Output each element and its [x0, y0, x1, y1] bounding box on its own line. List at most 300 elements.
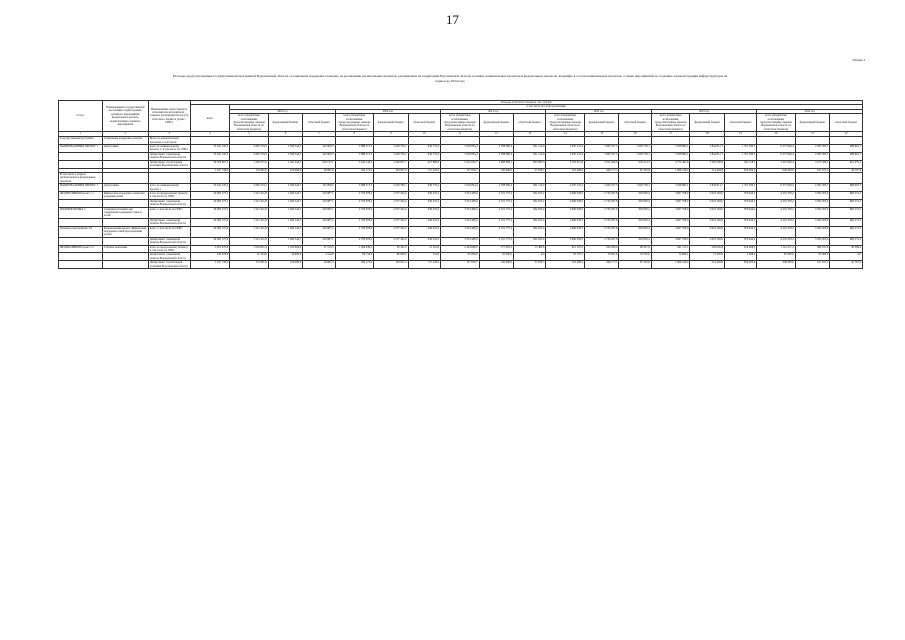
- row-executor: Департамент социальной защиты Воронежской области: [148, 253, 190, 261]
- row-value: 2 144,0: [303, 253, 335, 261]
- header-federal-2: федеральный бюджет: [479, 114, 513, 132]
- table-label: Таблица 4: [852, 58, 865, 62]
- row-value: 145 908,5: [303, 184, 335, 192]
- table-row: [59, 218, 863, 226]
- row-value: [724, 172, 756, 183]
- row-value: 1 521 431,8: [230, 207, 269, 218]
- row-value: [585, 137, 619, 145]
- row-value: 177 205,2: [479, 245, 513, 253]
- row-value: [230, 172, 269, 183]
- row-value: 1 521 431,8: [230, 191, 269, 199]
- row-value: 4 232 478,2: [757, 237, 796, 245]
- row-value: 1 404 544,7: [268, 226, 302, 237]
- row-value: 3 666 038,2: [546, 199, 585, 207]
- column-index-4: 4: [190, 132, 230, 137]
- row-value: 0,0: [830, 253, 863, 261]
- row-value: 29 065 727,4: [190, 199, 230, 207]
- row-value: 979 644,2: [724, 191, 756, 199]
- row-value: 137 030,7: [440, 168, 479, 172]
- column-index-9: 9: [374, 132, 408, 137]
- table-row: [59, 261, 863, 269]
- row-value: 42 144,0: [230, 253, 269, 261]
- row-value: 3 666 038,2: [546, 207, 585, 218]
- header-year-1: 2020 год: [335, 109, 440, 113]
- row-value: 3 395 203,9: [795, 237, 829, 245]
- row-value: 734,9: [408, 253, 440, 261]
- row-program-name: Демография: [102, 184, 148, 192]
- column-index-15: 15: [585, 132, 619, 137]
- row-program-name: [102, 199, 148, 207]
- column-index-18: 18: [690, 132, 724, 137]
- table-row: [59, 184, 863, 192]
- row-value: 988 663,7: [830, 145, 863, 153]
- row-value: [440, 137, 479, 145]
- row-value: [585, 172, 619, 183]
- row-program-name: Совершенствование мер социальной поддержки семьи и детей: [102, 207, 148, 218]
- expenses-table-container: [58, 100, 863, 269]
- row-value: [268, 172, 302, 183]
- row-value: 3 666 038,2: [546, 237, 585, 245]
- table-row: [59, 207, 863, 218]
- row-value: [268, 137, 302, 145]
- row-value: 3 330 226,9: [690, 160, 724, 168]
- column-index-22: 22: [830, 132, 863, 137]
- column-index-20: 20: [757, 132, 796, 137]
- row-value: 4 232 478,2: [757, 207, 796, 218]
- column-index-13: 13: [514, 132, 546, 137]
- row-value: [190, 137, 230, 145]
- column-index-19: 19: [724, 132, 756, 137]
- row-value: 87 543,8: [619, 168, 651, 172]
- header-incl-by-years: в том числе по годам реализации: [230, 105, 863, 109]
- row-value: 2 346 837,7: [374, 160, 408, 168]
- row-value: 1 164 800,0: [268, 245, 302, 253]
- row-value: 80 000,0: [374, 253, 408, 261]
- row-value: 4 385 385,7: [795, 152, 829, 160]
- header-federal-3: федеральный бюджет: [585, 114, 619, 132]
- header-total: всего: [190, 105, 230, 132]
- row-value: 100 000,0: [268, 168, 302, 172]
- row-value: 3 395 203,9: [795, 199, 829, 207]
- column-index-11: 11: [440, 132, 479, 137]
- row-executor: всего, в том числе по ГРБС:: [148, 207, 190, 218]
- row-value: 2 569 344,7: [268, 184, 302, 192]
- row-value: 2 665 253,2: [230, 145, 269, 153]
- header-subtotal-3: всего (бюджетные ассигнования, предусмотренные законом Воронежской области об областном бюджете): [546, 114, 585, 132]
- row-value: 30 503 607,3: [190, 160, 230, 168]
- row-value: 841 114,0: [514, 152, 546, 160]
- row-value: 3 844 811,7: [690, 184, 724, 192]
- row-value: 29 065 727,4: [190, 226, 230, 237]
- row-value: 2 793 878,4: [335, 207, 374, 218]
- row-program-name: [102, 261, 148, 269]
- row-value: 95 341,9: [374, 245, 408, 253]
- row-value: 3 549 094,4: [440, 145, 479, 153]
- row-value: 514 484,8: [690, 168, 724, 172]
- row-value: 4 697 768,0: [651, 207, 690, 218]
- row-value: 95 000,0: [479, 253, 513, 261]
- row-value: 2 665 253,2: [230, 152, 269, 160]
- row-value: [546, 137, 585, 145]
- header-regional-4: областной бюджет: [724, 114, 756, 132]
- row-value: 979 644,2: [724, 199, 756, 207]
- row-value: 948 285,0: [757, 261, 796, 269]
- row-value: 2 736 207,8: [585, 237, 619, 245]
- row-value: 26 681,6: [303, 168, 335, 172]
- row-program-name: [102, 172, 148, 183]
- row-value: 157 226,0: [408, 261, 440, 269]
- row-value: 3 437 738,0: [190, 261, 230, 269]
- row-value: 2 450 785,1: [374, 184, 408, 192]
- row-value: 822 633,2: [514, 191, 546, 199]
- row-value: 436 435,2: [408, 218, 440, 226]
- row-value: 1 003 821,4: [230, 245, 269, 253]
- row-executor: Департамент строительной политики Воронежской области: [148, 261, 190, 269]
- row-value: 436 435,2: [408, 237, 440, 245]
- header-year-3: 2022 год: [546, 109, 651, 113]
- row-value: 988 663,7: [830, 152, 863, 160]
- row-value: 4 697 768,0: [651, 199, 690, 207]
- row-value: 4 697 768,0: [651, 218, 690, 226]
- row-status: [59, 218, 103, 226]
- row-value: 87 543,8: [619, 261, 651, 269]
- row-executor: [148, 172, 190, 183]
- header-year-0: 2019 год: [230, 109, 335, 113]
- row-value: [479, 172, 513, 183]
- row-value: [690, 137, 724, 145]
- row-program-name: [102, 218, 148, 226]
- expenses-table: [58, 100, 863, 269]
- row-value: 446 177,7: [585, 168, 619, 172]
- row-value: 2 608 998,1: [479, 160, 513, 168]
- row-value: 3 473 586,5: [795, 160, 829, 168]
- table-row: [59, 199, 863, 207]
- row-value: 814 488,3: [724, 245, 756, 253]
- row-value: 941 115,1: [651, 245, 690, 253]
- row-value: 1 866 419,2: [651, 168, 690, 172]
- row-value: 960 274,3: [830, 218, 863, 226]
- row-value: 3 260 477,3: [585, 184, 619, 192]
- table-row: [59, 237, 863, 245]
- row-value: 29 065 727,4: [190, 218, 230, 226]
- row-value: 2 357 443,2: [374, 226, 408, 237]
- row-value: 6 373 949,4: [757, 145, 796, 153]
- row-value: 416 887,1: [303, 199, 335, 207]
- row-value: 2 736 207,8: [585, 199, 619, 207]
- header-subtotal-4: всего (бюджетные ассигнования, предусмотренные законом Воронежской области об областном бюджете): [651, 114, 690, 132]
- row-value: 523 400,0: [546, 168, 585, 172]
- row-value: 803 065,3: [514, 160, 546, 168]
- table-row: [59, 145, 863, 153]
- row-value: 27 123,5: [303, 245, 335, 253]
- row-value: 2 569 344,7: [268, 152, 302, 160]
- row-value: 85 000,0: [757, 253, 796, 261]
- row-value: 850 362,4: [724, 261, 756, 269]
- row-value: 929 830,4: [619, 199, 651, 207]
- row-value: 2 793 878,4: [335, 191, 374, 199]
- row-program-name: Финансовая поддержка семей при рождении детей: [102, 191, 148, 199]
- row-value: 95 000,0: [440, 253, 479, 261]
- row-value: 5 638 883,1: [651, 152, 690, 160]
- row-value: [651, 172, 690, 183]
- row-value: 100 000,0: [479, 168, 513, 172]
- row-value: 416 887,1: [303, 218, 335, 226]
- row-value: 3 354 408,4: [440, 218, 479, 226]
- row-executor: Департамент социальной защиты Воронежской области: [148, 152, 190, 160]
- row-value: 1 026 758,1: [619, 152, 651, 160]
- row-value: 1 026 758,1: [619, 145, 651, 153]
- row-value: 1 583 471,6: [230, 160, 269, 168]
- row-executor: Департамент социальной защиты Воронежской области: [148, 199, 190, 207]
- row-value: 3 354 408,4: [440, 226, 479, 237]
- row-value: 416 887,1: [303, 237, 335, 245]
- row-value: 2 708 980,4: [479, 145, 513, 153]
- row-value: [724, 137, 756, 145]
- row-value: 103 947,4: [374, 168, 408, 172]
- row-value: 2 531 775,2: [479, 237, 513, 245]
- row-value: 3 395 203,9: [795, 207, 829, 218]
- row-value: 514 484,8: [690, 261, 724, 269]
- row-value: 3 354 408,4: [440, 191, 479, 199]
- row-value: 822 633,2: [514, 237, 546, 245]
- header-year-2: 2021 год: [440, 109, 545, 113]
- row-value: 436 435,2: [408, 207, 440, 218]
- row-value: 2 793 878,4: [335, 237, 374, 245]
- row-value: 1 404 544,7: [268, 207, 302, 218]
- row-value: 103 947,4: [374, 261, 408, 269]
- row-value: 911 817,2: [795, 168, 829, 172]
- row-value: 979 644,2: [724, 226, 756, 237]
- row-value: [408, 137, 440, 145]
- row-value: [757, 172, 796, 183]
- row-value: 1 521 431,8: [230, 199, 269, 207]
- row-value: 3 549 094,4: [440, 184, 479, 192]
- row-value: 2 531 775,2: [479, 218, 513, 226]
- row-value: 2 736 207,8: [585, 207, 619, 218]
- row-executor: всего, в том числе по ГРБС:: [148, 226, 190, 237]
- row-value: 1 521 431,8: [230, 218, 269, 226]
- table-row: [59, 152, 863, 160]
- row-value: 822 633,2: [514, 199, 546, 207]
- row-value: 72 329,9: [690, 253, 724, 261]
- header-year-5: 2024 год: [757, 109, 863, 113]
- row-value: 100 000,0: [268, 261, 302, 269]
- row-value: 822 633,2: [514, 218, 546, 226]
- row-executor: всего по федеральному проекту, в том числе по ГРБС:: [148, 245, 190, 253]
- row-executor: всего по национальному проекту 1, в том числе по ГРБС:: [149, 145, 189, 152]
- row-value: [690, 172, 724, 183]
- row-value: 1 404 544,7: [268, 191, 302, 199]
- row-value: 2 793 878,4: [335, 199, 374, 207]
- column-index-7: 7: [303, 132, 335, 137]
- row-value: [335, 172, 374, 183]
- row-value: 418 127,1: [303, 160, 335, 168]
- row-value: 1 791 590,5: [724, 152, 756, 160]
- row-value: 33 941 345,2: [190, 152, 230, 160]
- row-value: 15 480,8: [514, 245, 546, 253]
- row-value: 434 878,8: [190, 253, 230, 261]
- row-value: 4 697 768,0: [651, 226, 690, 237]
- row-value: [335, 137, 374, 145]
- row-value: 26 681,6: [303, 261, 335, 269]
- row-value: 3 260 477,3: [585, 145, 619, 153]
- row-value: 3 618 184,9: [690, 199, 724, 207]
- row-value: 3 666 038,2: [546, 226, 585, 237]
- row-value: 131 681,6: [230, 168, 269, 172]
- row-value: 2 793 878,4: [335, 226, 374, 237]
- row-executor: Всего по национальным проектам, в том числе:: [148, 137, 190, 145]
- table-row: [59, 226, 863, 237]
- table-row: [59, 191, 863, 199]
- row-value: 979 644,2: [724, 218, 756, 226]
- row-value: 960 274,3: [830, 191, 863, 199]
- row-value: 137 030,7: [440, 261, 479, 269]
- row-executor: всего по федеральному проекту, в том числе по ГРБС:: [148, 191, 190, 199]
- header-subtotal-5: всего (бюджетные ассигнования, предусмотренные законом Воронежской области об областном бюджете): [757, 114, 796, 132]
- row-status: ПОДПРОГРАММА 2: [59, 207, 103, 218]
- row-value: 1 094 439,1: [335, 245, 374, 253]
- row-value: 3 888 317,5: [335, 152, 374, 160]
- row-value: 841 114,0: [514, 184, 546, 192]
- row-value: 2 569 344,7: [268, 145, 302, 153]
- row-value: 0,0: [514, 253, 546, 261]
- column-index-6: 6: [268, 132, 302, 137]
- row-value: 636 735,4: [408, 184, 440, 192]
- header-regional-3: областной бюджет: [619, 114, 651, 132]
- row-value: [514, 137, 546, 145]
- row-value: 4 697 768,0: [651, 237, 690, 245]
- row-value: [619, 137, 651, 145]
- row-value: 1 404 544,7: [268, 199, 302, 207]
- row-value: 979 644,2: [724, 207, 756, 218]
- row-value: 436 435,2: [408, 199, 440, 207]
- row-value: 131 681,6: [230, 261, 269, 269]
- row-value: [795, 172, 829, 183]
- row-value: 4 232 478,2: [757, 226, 796, 237]
- row-value: 3 624 144,3: [335, 160, 374, 168]
- row-value: [830, 172, 863, 183]
- header-regional-1: областной бюджет: [408, 114, 440, 132]
- row-status: Государственная программа: [59, 137, 103, 145]
- row-value: 1 463 344,7: [268, 160, 302, 168]
- row-value: 3 763 831,0: [546, 160, 585, 168]
- row-program-name: [102, 253, 148, 261]
- row-value: 436 435,2: [408, 191, 440, 199]
- row-value: [303, 137, 335, 145]
- row-value: 929 830,4: [619, 218, 651, 226]
- header-expenses-group: Расходы областного бюджета, тыс. рублей: [190, 101, 862, 105]
- row-value: 4 287 235,4: [546, 184, 585, 192]
- row-value: 33 941 345,2: [190, 184, 230, 192]
- row-value: 2 357 443,2: [374, 207, 408, 218]
- row-value: 1 791 590,5: [724, 145, 756, 153]
- row-value: 2 708 980,4: [479, 184, 513, 192]
- row-program-name: [102, 152, 148, 160]
- row-value: 822 633,2: [514, 226, 546, 237]
- column-index-3: 3: [148, 132, 190, 137]
- row-status: [59, 253, 103, 261]
- column-index-8: 8: [335, 132, 374, 137]
- column-index-1: 1: [59, 132, 103, 137]
- page-number: 17: [446, 12, 459, 27]
- row-value: 157 226,0: [408, 168, 440, 172]
- row-value: 636 735,4: [408, 152, 440, 160]
- column-index-2: 2: [102, 132, 148, 137]
- row-value: 37 030,7: [514, 168, 546, 172]
- row-value: 3 844 811,7: [690, 145, 724, 153]
- row-value: 446 177,7: [585, 261, 619, 269]
- row-value: [440, 172, 479, 183]
- row-value: [303, 172, 335, 183]
- row-value: 524 269,4: [585, 245, 619, 253]
- header-federal-0: федеральный бюджет: [268, 114, 302, 132]
- row-status: НАЦИОНАЛЬНЫЙ ПРОЕКТ 1: [59, 145, 103, 153]
- row-value: 5 638 883,1: [651, 145, 690, 153]
- row-value: 2 793 878,4: [335, 218, 374, 226]
- row-value: 3 354 408,4: [440, 207, 479, 218]
- header-status: Статус: [59, 101, 103, 132]
- row-value: 4 232 478,2: [757, 218, 796, 226]
- row-value: 960 274,3: [830, 237, 863, 245]
- row-value: 4 232 478,2: [757, 191, 796, 199]
- row-value: 226 626,8: [690, 245, 724, 253]
- document-title: Расходы, предусмотренные государственной программой Воронежской области «Социальная поддержка граждан» на реализацию региональных проектов, реализуемых на территории Воронежской области в рамках национальных проектов и федеральных проектов, входящих в состав национальных проектов, а также мероприятий по созданию и реконструкции инфраструктуры на период до 2024 года: [172, 74, 728, 83]
- row-value: [479, 137, 513, 145]
- row-executor: Департамент социальной защиты Воронежской области: [148, 218, 190, 226]
- row-value: 1 521 431,8: [230, 226, 269, 237]
- row-value: 3 354 408,4: [440, 199, 479, 207]
- row-executor: Департамент социальной защиты Воронежской области: [148, 237, 190, 245]
- row-value: 5 425 664,4: [757, 160, 796, 168]
- row-value: 979 644,2: [724, 237, 756, 245]
- row-value: 2 736 207,8: [585, 226, 619, 237]
- row-value: 990 181,8: [795, 245, 829, 253]
- table-body: [59, 137, 863, 269]
- row-value: 988 663,7: [830, 184, 863, 192]
- row-value: 26 767,6: [830, 261, 863, 269]
- row-executor: Департамент строительной политики Воронежской области: [148, 160, 190, 168]
- row-program-name: Социальная поддержка граждан: [102, 137, 148, 145]
- row-value: 960 274,3: [830, 207, 863, 218]
- row-value: 3 844 811,7: [690, 152, 724, 160]
- row-value: 28 389,4: [830, 245, 863, 253]
- row-value: 4 232 478,2: [757, 199, 796, 207]
- row-status: [59, 152, 103, 160]
- row-value: 3 618 184,9: [690, 226, 724, 237]
- row-status: ФЕДЕРАЛЬНЫЙ проект 1.2: [59, 245, 103, 253]
- row-value: 96 927,8: [619, 245, 651, 253]
- row-program-name: Демография: [102, 145, 148, 153]
- row-value: [830, 137, 863, 145]
- row-value: 2 366,2: [724, 253, 756, 261]
- row-value: 2 357 443,2: [374, 199, 408, 207]
- header-federal-5: федеральный бюджет: [795, 114, 829, 132]
- row-value: 2 357 443,2: [374, 191, 408, 199]
- column-index-16: 16: [619, 132, 651, 137]
- row-value: 3 260 477,3: [585, 152, 619, 160]
- row-value: 97 797,2: [546, 253, 585, 261]
- row-value: 3 618 184,9: [690, 207, 724, 218]
- row-value: 2 434 686,0: [440, 245, 479, 253]
- row-value: 264 173,2: [335, 168, 374, 172]
- row-status: [59, 160, 103, 168]
- row-value: 29 065 727,4: [190, 237, 230, 245]
- row-value: 2 531 775,2: [479, 191, 513, 199]
- header-federal-4: федеральный бюджет: [690, 114, 724, 132]
- row-value: [546, 172, 585, 183]
- row-value: 3 549 094,4: [440, 152, 479, 160]
- table-row: [59, 160, 863, 168]
